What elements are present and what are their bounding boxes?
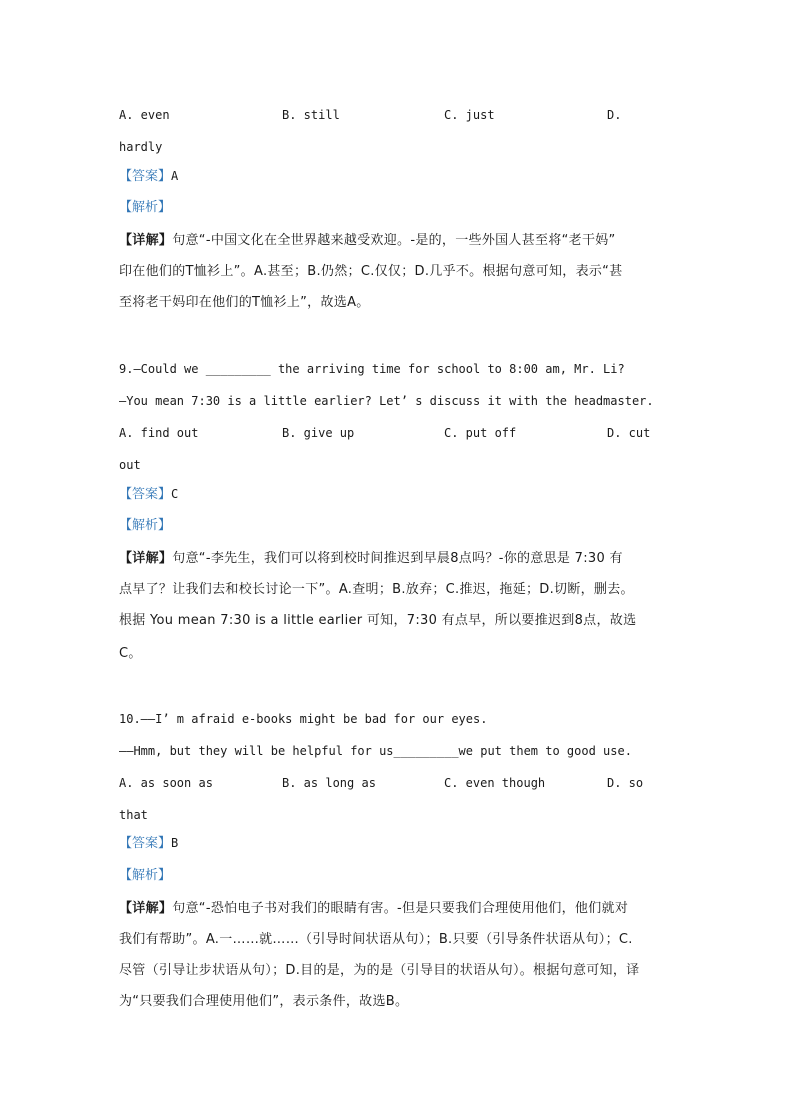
option-d: D. (607, 108, 622, 122)
detail-line: 点早了？让我们去和校长讨论一下”。A.查明；B.放弃；C.推迟，拖延；D.切断，删去。 (119, 582, 634, 597)
question-9-line-2: —You mean 7:30 is a little earlier? Let’ s discuss it with the headmaster. (119, 394, 654, 408)
answer-label: 【答案】 (119, 487, 172, 502)
option-c: C. even though (444, 776, 546, 790)
option-a: A. even (119, 108, 170, 122)
detail-line: 根据 You mean 7:30 is a little earlier 可知，7:30 有点早，所以要推迟到8点，故选 (119, 613, 637, 628)
option-b: B. still (282, 108, 340, 122)
answer-value: B (171, 836, 179, 850)
detail-label: 【详解】 (119, 233, 173, 248)
detail-label: 【详解】 (119, 901, 173, 916)
question-10-line-2: ——Hmm, but they will be helpful for us_________we put them to good use. (119, 744, 632, 758)
option-b: B. as long as (282, 776, 376, 790)
option-a: A. find out (119, 426, 199, 440)
detail-line: 印在他们的T恤衫上”。A.甚至；B.仍然；C.仅仅；D.几乎不。根据句意可知，表示“甚 (119, 264, 623, 279)
option-b: B. give up (282, 426, 355, 440)
option-d-wrap: hardly (119, 140, 163, 154)
answer-value: A (171, 169, 179, 183)
analysis-label: 【解析】 (119, 200, 172, 215)
question-9-line-1: 9.—Could we _________ the arriving time for school to 8:00 am, Mr. Li? (119, 362, 625, 376)
answer-value: C (171, 487, 179, 501)
analysis-label: 【解析】 (119, 868, 172, 883)
option-d-wrap: that (119, 808, 148, 822)
question-10-line-1: 10.——I’ m afraid e-books might be bad for our eyes. (119, 712, 488, 726)
answer-line (119, 167, 178, 186)
detail-label: 【详解】 (119, 551, 173, 566)
option-d: D. so (607, 776, 644, 790)
option-d: D. cut (607, 426, 651, 440)
analysis-label: 【解析】 (119, 518, 172, 533)
answer-line (119, 485, 178, 504)
answer-label: 【答案】 (119, 836, 172, 851)
detail-line: 【详解】句意“-李先生，我们可以将到校时间推迟到早晨8点吗？-你的意思是 7:30 有 (119, 551, 623, 566)
answer-label: 【答案】 (119, 169, 172, 184)
detail-line: C。 (119, 646, 142, 661)
detail-line: 尽管（引导让步状语从句）；D.目的是，为的是（引导目的状语从句）。根据句意可知，译 (119, 963, 640, 978)
detail-line: 至将老干妈印在他们的T恤衫上”，故选A。 (119, 295, 370, 310)
option-d-wrap: out (119, 458, 141, 472)
detail-line: 为“只要我们合理使用他们”，表示条件，故选B。 (119, 994, 409, 1009)
answer-line (119, 834, 178, 853)
detail-line: 【详解】句意“-恐怕电子书对我们的眼睛有害。-但是只要我们合理使用他们，他们就对 (119, 901, 629, 916)
detail-line: 我们有帮助”。A.一……就……（引导时间状语从句）；B.只要（引导条件状语从句）；C. (119, 932, 633, 947)
detail-line: 【详解】句意“-中国文化在全世界越来越受欢迎。-是的，一些外国人甚至将“老干妈” (119, 233, 616, 248)
option-c: C. just (444, 108, 495, 122)
option-a: A. as soon as (119, 776, 213, 790)
option-c: C. put off (444, 426, 517, 440)
